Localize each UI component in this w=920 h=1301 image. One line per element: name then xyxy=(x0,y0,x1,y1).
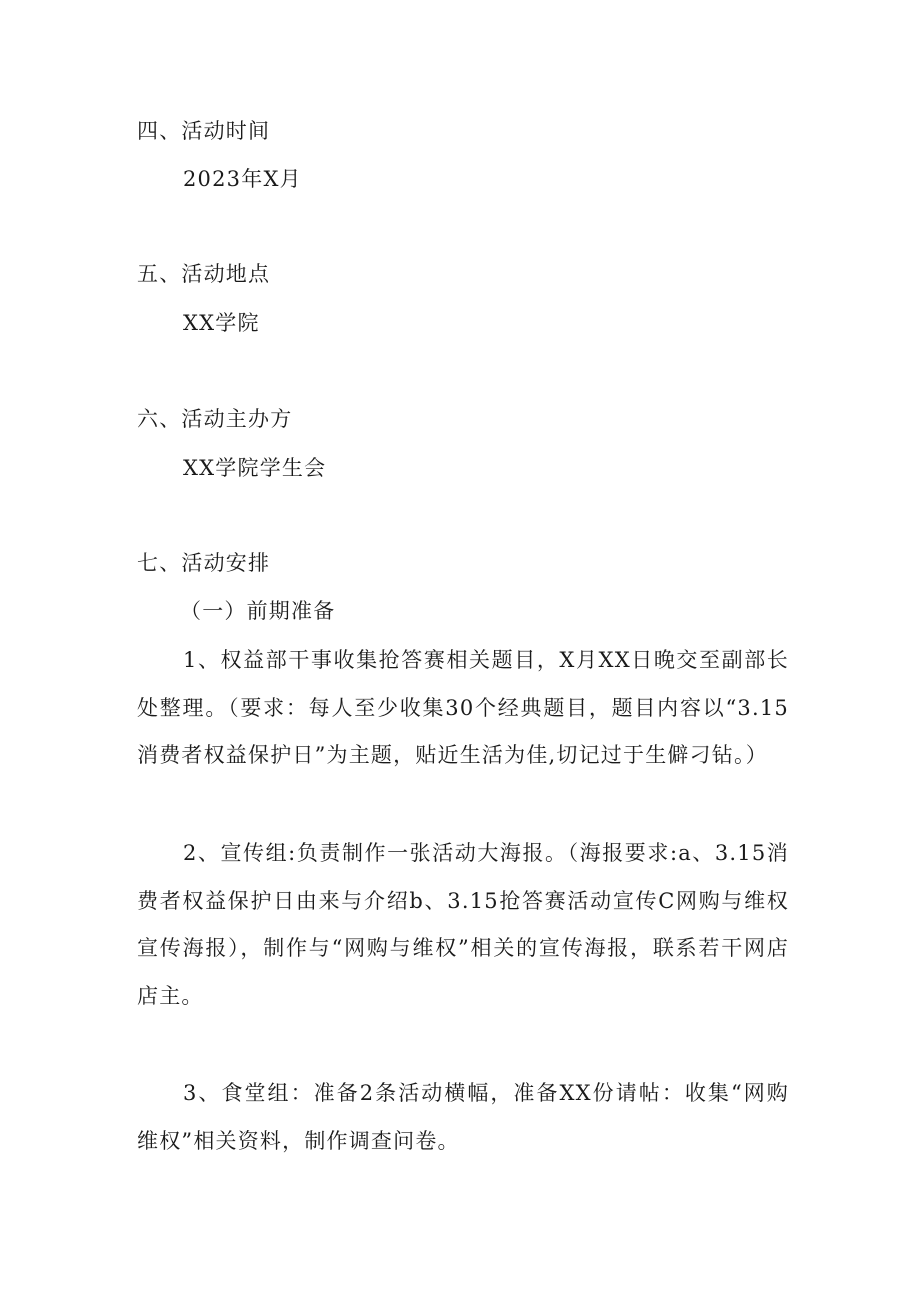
section-content-location: XX学院 xyxy=(183,311,260,335)
arrangement-item-3: 3、食堂组：准备2条活动横幅，准备XX份请帖：收集“网购维权”相关资料，制作调查问卷。 xyxy=(137,1081,789,1153)
arrangement-item-1: 1、权益部干事收集抢答赛相关题目，X月XX日晚交至副部长处整理。（要求：每人至少收集30个经典题目，题目内容以“3.15消费者权益保护日”为主题，贴近生活为佳,切记过于生僻刁钻。） xyxy=(137,648,789,767)
section-content-organizer: XX学院学生会 xyxy=(183,456,327,480)
section-content-time: 2023年X月 xyxy=(183,167,302,191)
section-heading-arrangement: 七、活动安排 xyxy=(137,551,271,575)
arrangement-item-2: 2、宣传组:负责制作一张活动大海报。（海报要求:a、3.15消费者权益保护日由来与介绍b、3.15抢答赛活动宣传C网购与维权宣传海报），制作与“网购与维权”相关的宣传海报，联系若干网店店主。 xyxy=(137,841,789,1008)
section-heading-time: 四、活动时间 xyxy=(137,119,271,143)
section-heading-location: 五、活动地点 xyxy=(137,262,271,286)
subsection-heading-preparation: （一）前期准备 xyxy=(180,599,336,623)
section-heading-organizer: 六、活动主办方 xyxy=(137,407,293,431)
